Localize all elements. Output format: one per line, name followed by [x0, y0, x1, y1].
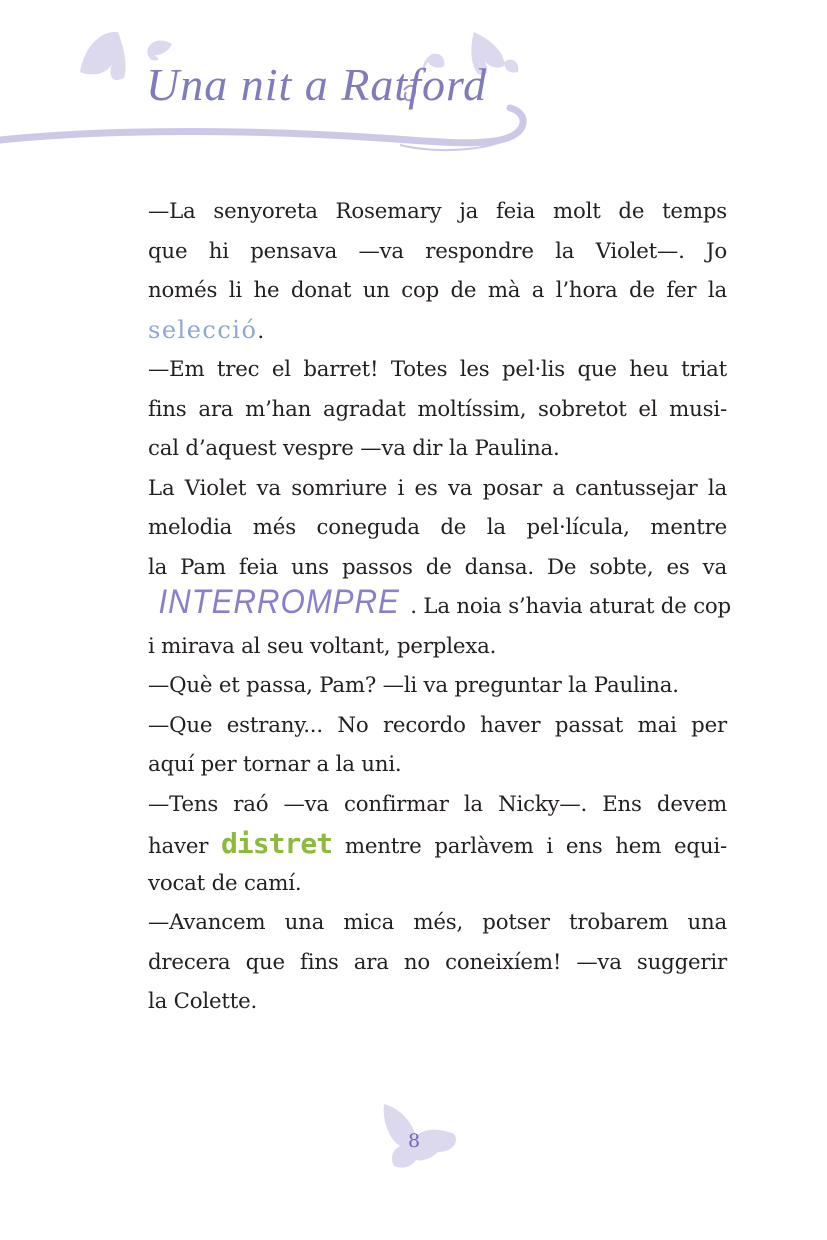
text-line	[148, 583, 731, 627]
page-footer	[378, 1100, 468, 1175]
butterfly-icon	[80, 32, 126, 80]
highlighted-word: INTERROMPRE	[158, 583, 400, 621]
text-segment: . La noia s’havia aturat de cop	[410, 594, 731, 619]
text-line: melodia més coneguda de la pel·lícula, mentre	[148, 515, 727, 540]
page-number: 8	[407, 1130, 421, 1152]
text-line: drecera que fins ara no coneixíem! —va suggerir	[148, 949, 727, 975]
body-text	[148, 192, 731, 1022]
text-line: —Em trec el barret! Totes les pel·lis que heu triat	[148, 357, 727, 382]
text-segment: mentre parlàvem i ens hem equi-	[332, 834, 727, 859]
text-line: i mirava al seu voltant, perplexa.	[148, 633, 497, 659]
text-line: cal d’aquest vespre —va dir la Paulina.	[148, 436, 560, 461]
swoosh-line	[0, 108, 523, 143]
highlighted-word: selecció	[148, 315, 258, 344]
text-segment: haver	[148, 834, 222, 859]
text-line: que hi pensava —va respondre la Violet—. Jo	[148, 238, 727, 264]
text-line	[148, 824, 727, 864]
text-line: La Violet va somriure i es va posar a cantussejar la	[148, 475, 727, 501]
text-line: la Pam feia uns passos de dansa. De sobte, es va	[148, 554, 727, 580]
text-line: aquí per tornar a la uni.	[148, 752, 402, 777]
text-line: —Què et passa, Pam? —li va preguntar la Paulina.	[148, 673, 679, 698]
text-line: fins ara m’han agradat moltíssim, sobretot el musi-	[148, 396, 727, 422]
text-line: la Colette.	[148, 989, 258, 1014]
page-header	[0, 0, 827, 170]
text-line: —La senyoreta Rosemary ja feia molt de temps	[148, 199, 727, 224]
text-line: només li he donat un cop de mà a l’hora de fer la	[148, 278, 727, 303]
text-line: —Tens raó —va confirmar la Nicky—. Ens devem	[148, 791, 727, 817]
text-line: vocat de camí.	[148, 870, 302, 896]
text-line: —Avancem una mica més, potser trobarem una	[148, 910, 727, 935]
highlighted-word: distret	[221, 827, 333, 860]
text-line	[148, 311, 727, 351]
text-line: —Que estrany... No recordo haver passat mai per	[148, 712, 727, 738]
text-segment: .	[257, 318, 264, 344]
running-title: Una nit a Ratford	[146, 59, 488, 110]
